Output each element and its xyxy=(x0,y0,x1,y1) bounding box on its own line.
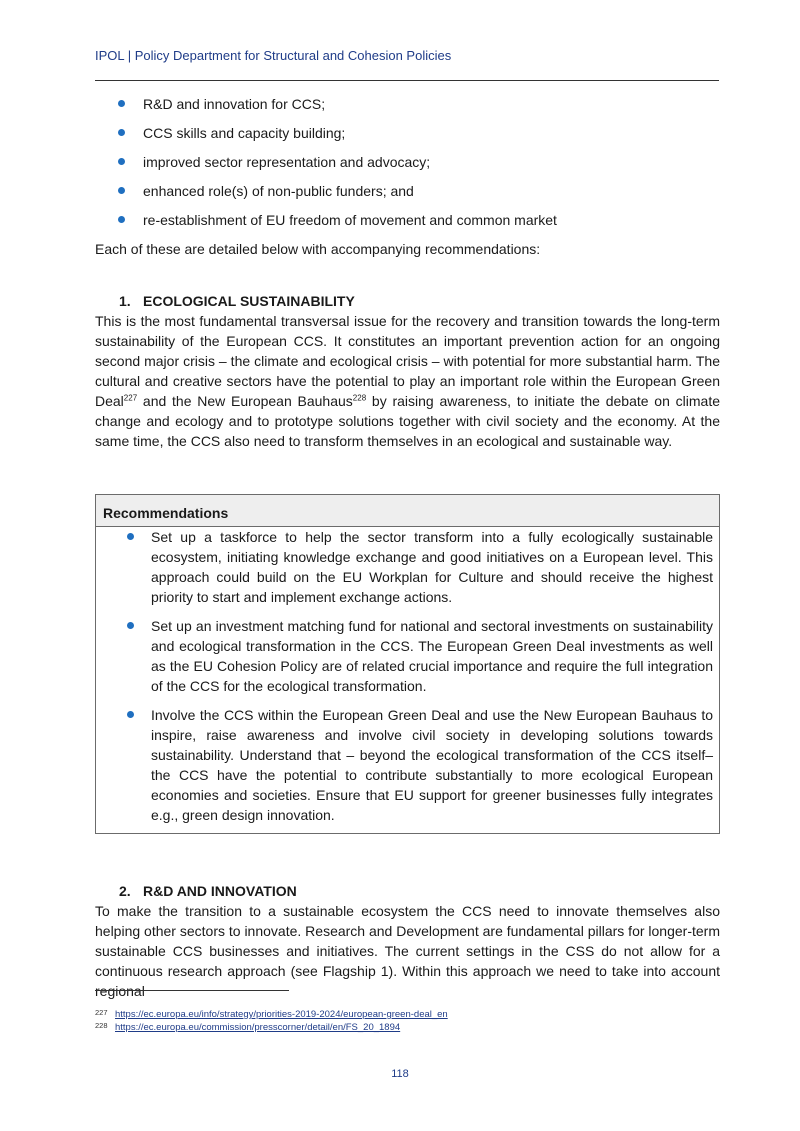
recommendation-item: Set up a taskforce to help the sector transform into a fully ecologically sustainable ecosystem, initiating knowledge exchange and good initiatives on a European level. This approach could build on the EU Workplan for Culture and should receive the highest priority to start and implement exchange actions. xyxy=(96,527,713,607)
recommendations-box xyxy=(95,494,720,834)
section-title: R&D AND INNOVATION xyxy=(143,883,297,899)
issue-bullet-list xyxy=(95,94,720,230)
section-paragraph: To make the transition to a sustainable ecosystem the CCS need to innovate themselves also helping other sectors to innovate. Research and Development are fundamental pillars for longer-term sustainable CCS businesses and initiatives. The current settings in the CSS do not allow for a continuous research approach (see Flagship 1). Within this approach we need to take into account regional xyxy=(95,903,720,999)
bullet-dot-icon xyxy=(127,533,134,540)
section-heading-ecological-sustainability xyxy=(95,291,720,311)
bullet-dot-icon xyxy=(118,216,125,223)
bullet-dot-icon xyxy=(118,187,125,194)
list-item: enhanced role(s) of non-public funders; and xyxy=(95,181,720,201)
recommendation-item: Set up an investment matching fund for national and sectoral investments on sustainability and ecological transformation in the CCS. The European Green Deal investments as well as the EU Cohesion Policy are of related crucial importance and require the full integration of the CCS for the ecological transformation. xyxy=(96,616,713,696)
page-content xyxy=(95,94,720,1001)
header-divider xyxy=(95,80,719,81)
intro-sentence: Each of these are detailed below with accompanying recommendations: xyxy=(95,241,541,257)
list-item: improved sector representation and advocacy; xyxy=(95,152,720,172)
section-number: 2. xyxy=(119,883,131,899)
footnote-divider xyxy=(95,990,289,991)
section-title: ECOLOGICAL SUSTAINABILITY xyxy=(143,293,355,309)
recommendations-list xyxy=(96,527,719,833)
recommendations-heading: Recommendations xyxy=(96,495,719,527)
list-item: re-establishment of EU freedom of movement and common market xyxy=(95,210,720,230)
footnote-link[interactable]: https://ec.europa.eu/commission/presscorner/detail/en/FS_20_1894 xyxy=(115,1022,401,1033)
footnote: 227 https://ec.europa.eu/info/strategy/priorities-2019-2024/european-green-deal_en xyxy=(95,1008,448,1020)
footnote-ref[interactable]: 228 xyxy=(352,393,367,403)
bullet-dot-icon xyxy=(118,100,125,107)
running-header: IPOL | Policy Department for Structural and Cohesion Policies xyxy=(95,48,452,63)
section-heading-rd-innovation xyxy=(95,881,720,901)
recommendation-item: Involve the CCS within the European Green Deal and use the New European Bauhaus to inspire, raise awareness and involve civil society in developing solutions towards sustainability. Understand that – beyond the ecological transformation of the CCS itself– the CCS have the potential to contribute substantially to more ecological European economies and societies. Ensure that EU support for greener businesses fully integrates e.g., green design innovation. xyxy=(96,705,713,825)
bullet-dot-icon xyxy=(118,129,125,136)
footnote-link[interactable]: https://ec.europa.eu/info/strategy/priorities-2019-2024/european-green-deal_en xyxy=(115,1009,448,1020)
footnote: 228 https://ec.europa.eu/commission/presscorner/detail/en/FS_20_1894 xyxy=(95,1021,401,1033)
bullet-dot-icon xyxy=(127,622,134,629)
footnote-ref[interactable]: 227 xyxy=(123,393,138,403)
list-item: CCS skills and capacity building; xyxy=(95,123,720,143)
section-paragraph: This is the most fundamental transversal issue for the recovery and transition towards the long-term sustainability of the European CCS. It constitutes an important prevention action for an ongoing second major crisis – the climate and ecological crisis – with potential for more substantial harm. The cultural and creative sectors have the potential to play an important role within the European Green Deal$^{227}$ and the New European Bauhaus$^{228}$ by raising awareness, to initiate the debate on climate change and ecology and to prototype solutions together with civil society and the economy. At the same time, the CCS also need to transform themselves in an ecological and sustainable way. xyxy=(95,313,720,449)
section-number: 1. xyxy=(119,293,131,309)
bullet-dot-icon xyxy=(127,711,134,718)
list-item: R&D and innovation for CCS; xyxy=(95,94,720,114)
bullet-dot-icon xyxy=(118,158,125,165)
footnotes xyxy=(95,1008,719,1034)
page-number: 118 xyxy=(391,1068,409,1080)
